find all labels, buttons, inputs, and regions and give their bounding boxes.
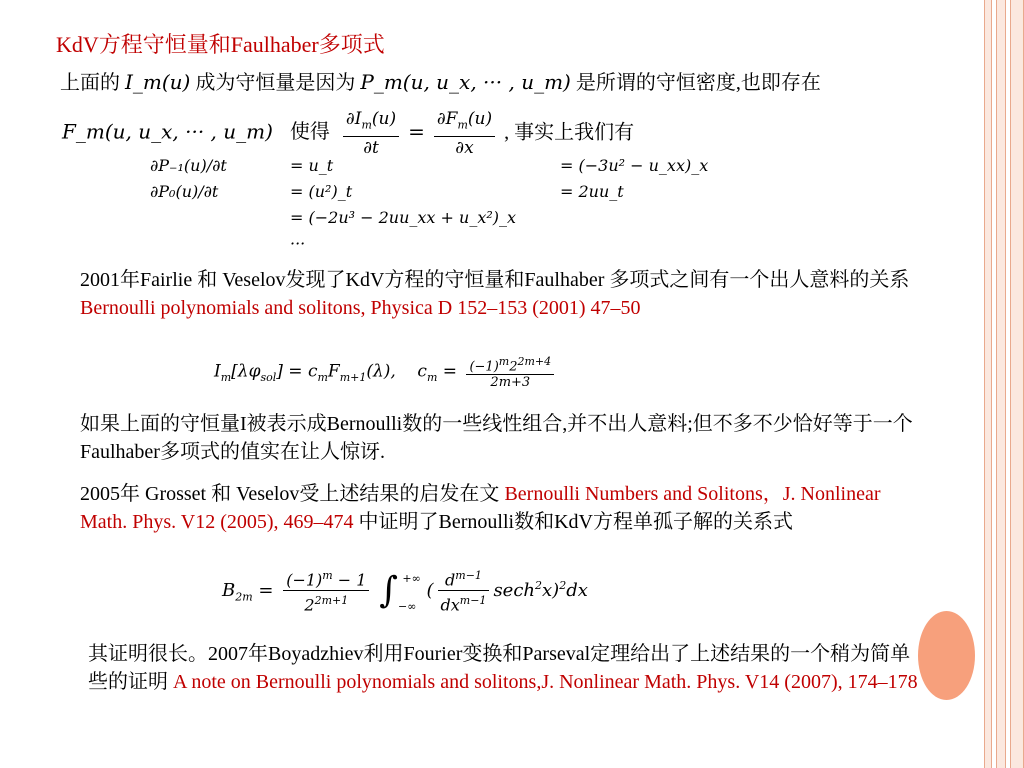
slide-title: KdV方程守恒量和Faulhaber多项式 (56, 32, 385, 57)
fm-expression: F_m(u, u_x, ··· , u_m) (62, 119, 273, 144)
eq-r2-right: = 2uu_t (560, 182, 624, 201)
pm-expression: P_m(u, u_x, ··· , u_m) (360, 70, 571, 94)
fairlie-reference: Bernoulli polynomials and solitons, Physica D 152–153 (2001) 47–50 (80, 297, 641, 319)
eq-r1-right: = (−3u² − u_xx)_x (560, 156, 709, 175)
formula-im-sol: $I_m[\lambda\varphi_{sol}] = c_mF_{m+1}(\lambda)$, $c_m$ = $\frac{(-1)^m2^{2m+4}}{2m+3}$ (214, 354, 558, 390)
fairlie-paragraph: 2001年Fairlie 和 Veselov发现了KdV方程的守恒量和Faulhaber 多项式之间有一个出人意料的关系 Bernoulli polynomials and solitons, Physica D 152–153 (2001) 47–50 (80, 269, 910, 319)
eq-r4-mid: ··· (290, 234, 306, 253)
boyadzhiev-paragraph: 其证明很长。2007年Boyadzhiev利用Fourier变换和Parseval定理给出了上述结果的一个稍为简单些的证明 A note on Bernoulli polynomials and solitons,J. Nonlinear Math. Phys. V14 (2007), 174–178 (88, 643, 918, 693)
intro-line-2: F_m(u, u_x, ··· , u_m) 使得 $\frac{\partial I_m(u)}{\partial t}$ = $\frac{\partial F_m(u)}{\partial x}$ , 事实上我们有 (62, 109, 635, 159)
eq-r2-mid: = (u²)_t (290, 182, 353, 201)
eq-r1-left: ∂P₋₁(u)/∂t (150, 156, 227, 175)
decorative-stripes (984, 0, 1024, 768)
eq-r1-mid: = u_t (290, 156, 334, 175)
formula-b2m: $B_{2m}$ = $\frac{(-1)^m - 1}{2^{2m+1}}$ $\int_{-\infty}^{+\infty}$ ( $\frac{d^{m-1}}{dx^{m-1}}$ sech$^2$x)$^2$dx (222, 566, 588, 618)
grosset-paragraph: 2005年 Grosset 和 Veselov受上述结果的启发在文 Bernoulli Numbers and Solitons，J. Nonlinear Math. Phys. V12 (2005), 469–474 中证明了Bernoulli数和KdV方程单孤子解的关系式 (80, 483, 881, 533)
grosset-reference: Bernoulli Numbers and Solitons，J. Nonlinear Math. Phys. V12 (2005), 469–474 (80, 483, 881, 533)
im-expression: I_m(u) (125, 70, 191, 94)
intro-line-1: 上面的 I_m(u) 成为守恒量是因为 P_m(u, u_x, ··· , u_m) 是所谓的守恒密度,也即存在 (60, 70, 821, 94)
surprise-paragraph: 如果上面的守恒量I被表示成Bernoulli数的一些线性组合,并不出人意料;但不多不少恰好等于一个Faulhaber多项式的值实在让人惊讶. (80, 413, 913, 463)
dIm-dt-fraction: $\frac{\partial I_m(u)}{\partial t}$ (343, 108, 399, 159)
eq-r3-mid: = (−2u³ − 2uu_xx + u_x²)_x (290, 208, 517, 227)
boyadzhiev-reference: A note on Bernoulli polynomials and solitons,J. Nonlinear Math. Phys. V14 (2007), 174–178 (173, 671, 918, 693)
decorative-circle (918, 611, 975, 700)
dFm-dx-fraction: $\frac{\partial F_m(u)}{\partial x}$ (434, 108, 495, 159)
eq-r2-left: ∂P₀(u)/∂t (150, 182, 219, 201)
